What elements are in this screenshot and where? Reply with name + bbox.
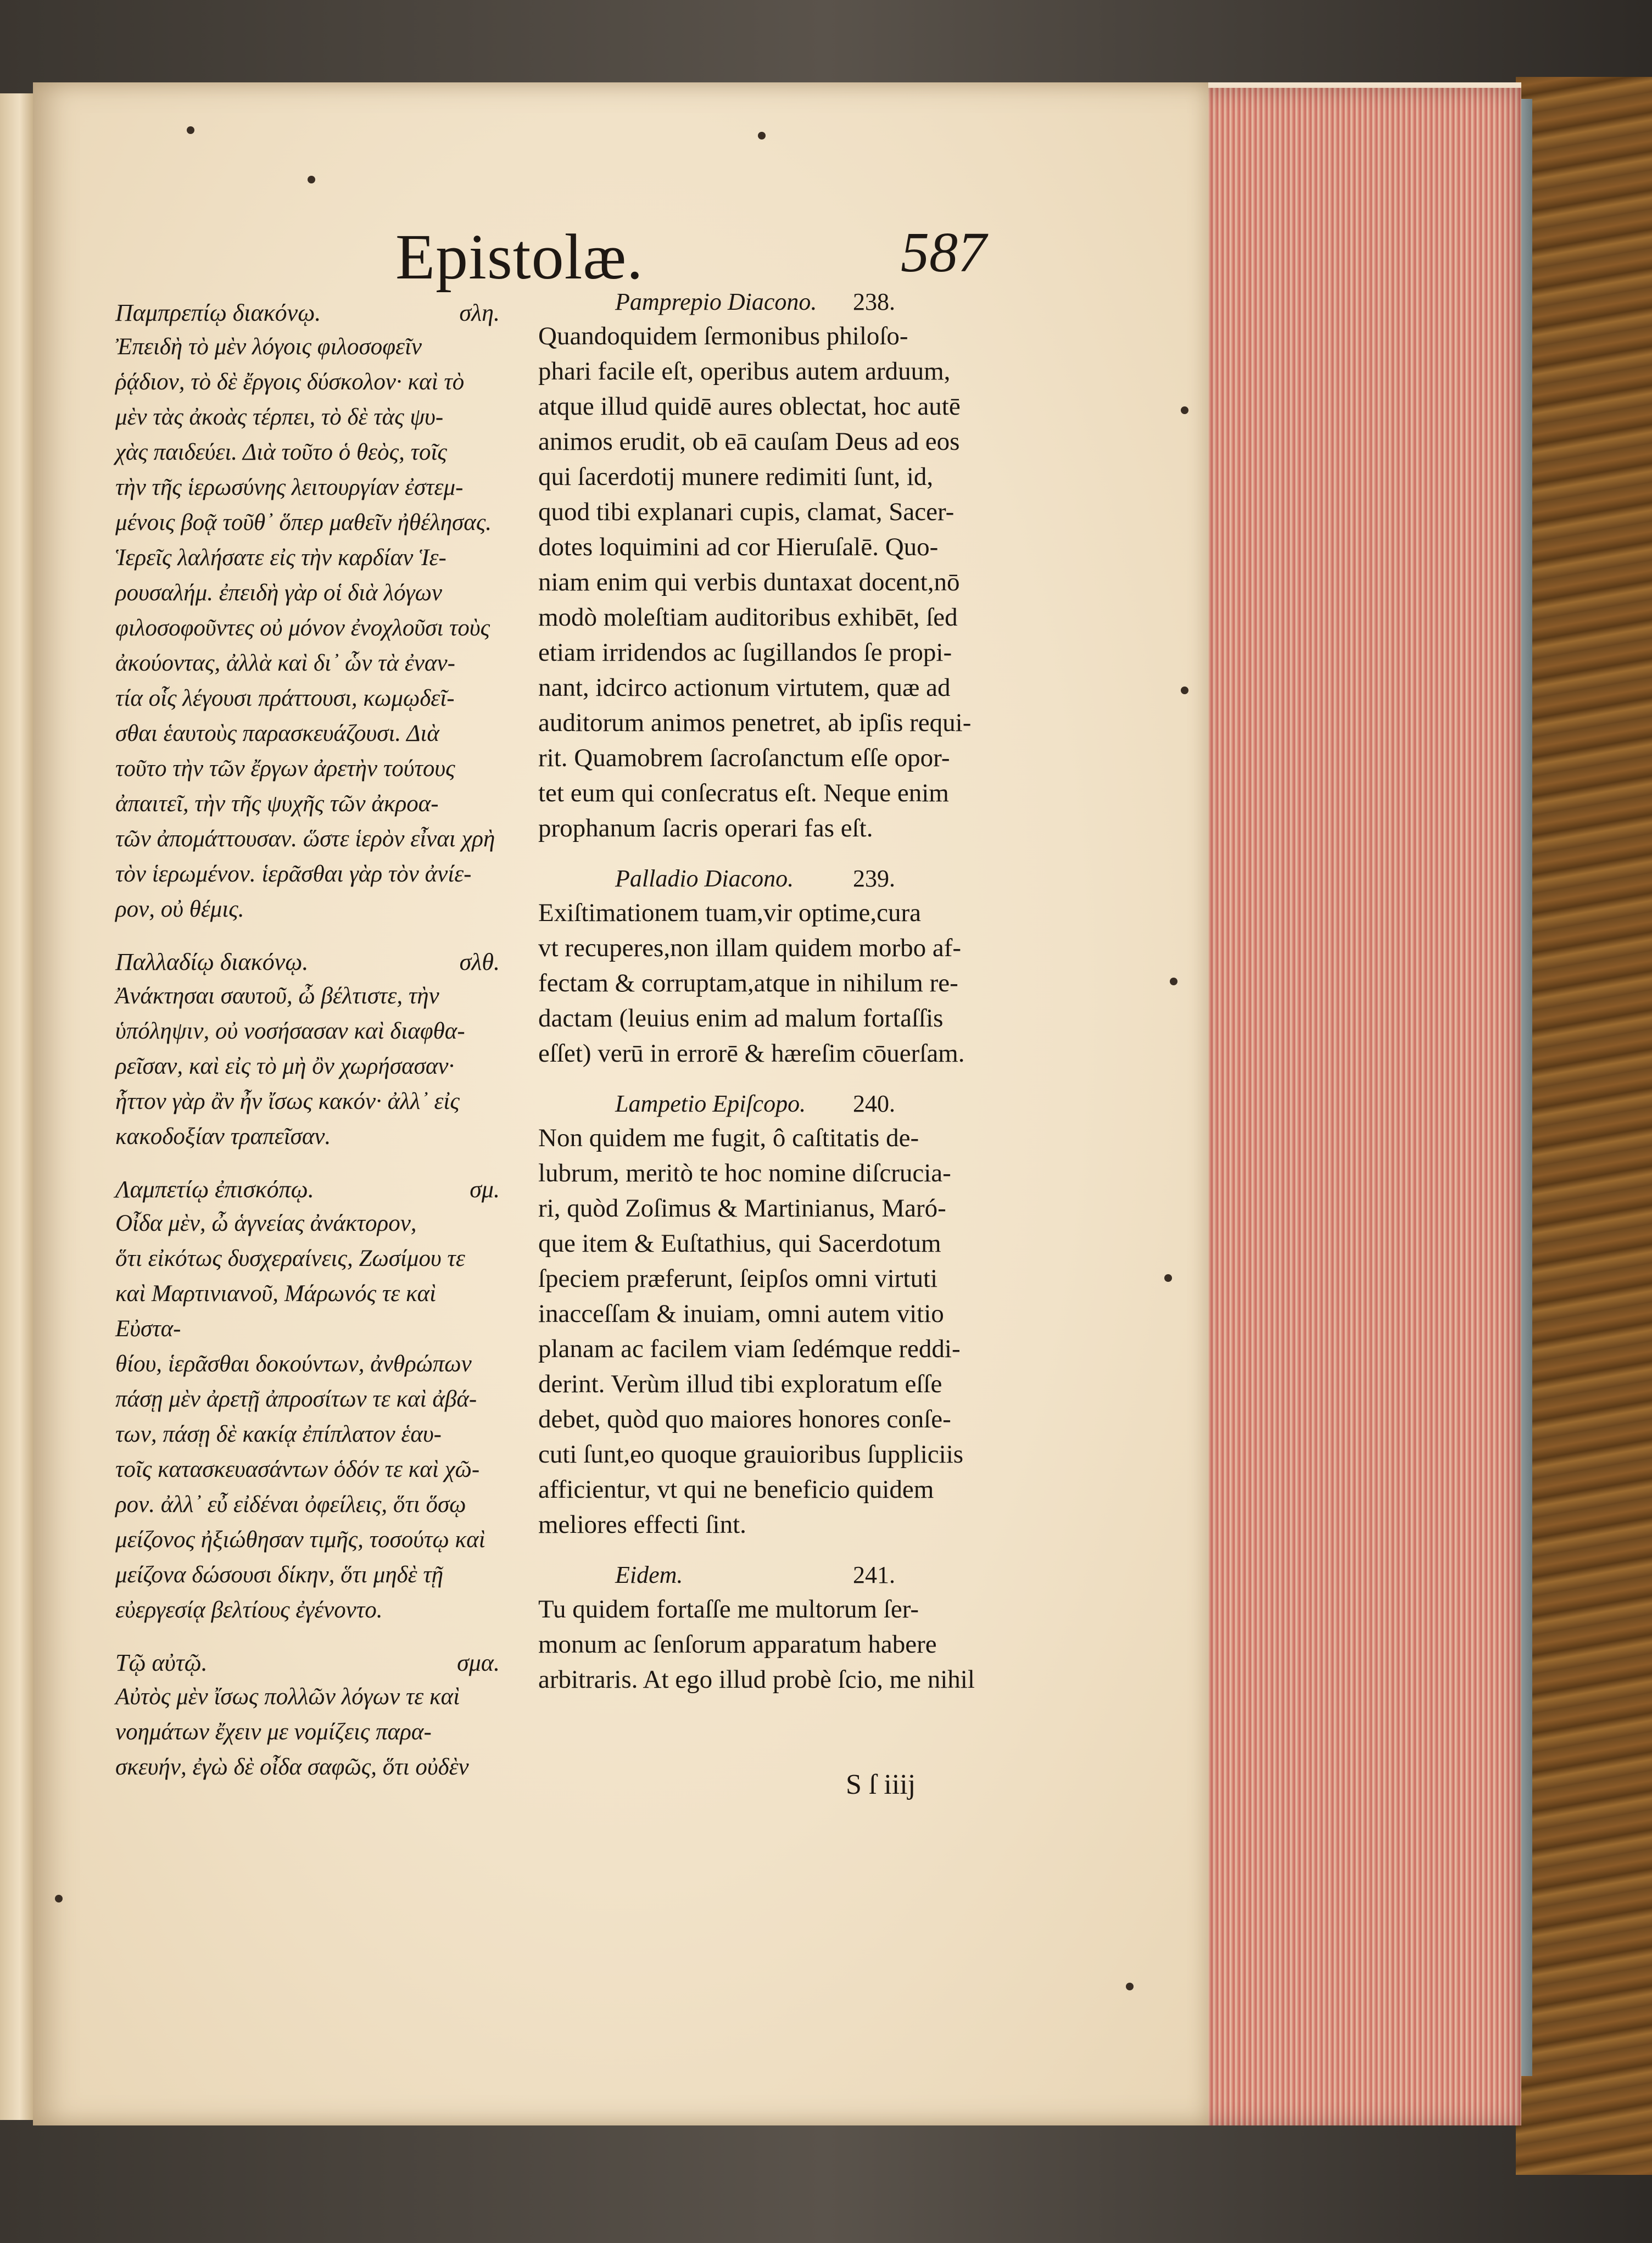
wormhole (55, 1895, 63, 1902)
wormhole (187, 126, 194, 134)
letter-number: σλθ. (459, 948, 500, 975)
letter-number: σμ. (470, 1176, 500, 1203)
letter-text: Ἐπειδὴ τὸ μὲν λόγοις φιλοσοφεῖν ῥᾴδιον, τὸ δὲ ἔργοις δύσκολον· καὶ τὸ μὲν τὰς ἀκοὰς τέρπει, τὸ δὲ τὰς ψυ- χὰς παιδεύει. Διὰ τοῦτο ὁ θεὸς, τοῖς τὴν τῆς ἱερωσύνης λειτουργίαν ἐστεμ- μένοις βοᾷ τοῦθ᾽ ὅπερ μαθεῖν ἠθέλησας. Ἱερεῖς λαλήσατε εἰς τὴν καρδίαν Ἱε- ρουσαλήμ. ἐπειδὴ γὰρ οἱ διὰ λόγων φιλοσοφοῦντες οὐ μόνον ἐνοχλοῦσι τοὺς ἀκούοντας, ἀλλὰ καὶ δι᾽ ὧν τὰ ἐναν- τία οἷς λέγουσι πράττουσι, κωμῳδεῖ- σθαι ἑαυτοὺς παρασκευάζουσι. Διὰ τοῦτο τὴν τῶν ἔργων ἀρετὴν τούτους ἀπαιτεῖ, τὴν τῆς ψυχῆς τῶν ἀκροα- τῶν ἀπομάττουσαν. ὥστε ἱερὸν εἶναι χρὴ τὸν ἱερωμένον. ἱερᾶσθαι γὰρ τὸν ἀνίε- ρον, οὐ θέμις. (115, 334, 495, 922)
letter-recipient: Pamprepio Diacono. (615, 288, 817, 315)
letter-recipient: Τῷ αὐτῷ. (115, 1649, 208, 1676)
letter-text: Non quidem me fugit, ô caſtitatis de- lubrum, meritò te hoc nomine diſcrucia- ri, quòd Zoſimus & Martinianus, Maró- que item & Euſtathius, qui Sacerdotum ſpeciem præferunt, ſeipſos omni virtuti inacceſſam & inuiam, omni autem vitio planam ac facilem viam ſedémque reddi- derint. Verùm illud tibi exploratum eſſe debet, quòd quo maiores honores conſe- cuti ſunt,eo quoque grauioribus ſuppliciis afficientur, vt qui ne beneficio quidem meliores effecti ſint. (538, 1124, 964, 1539)
letter-number: 240. (853, 1090, 895, 1117)
greek-column (115, 297, 500, 1785)
wormhole (1170, 978, 1177, 985)
letter-block (115, 946, 500, 1154)
letter-text: Ἀνάκτησαι σαυτοῦ, ὦ βέλτιστε, τὴν ὑπόληψιν, οὐ νοσήσασαν καὶ διαφθα- ρεῖσαν, καὶ εἰς τὸ μὴ ὂν χωρήσασαν· ἧττον γὰρ ἂν ἦν ἴσως κακόν· ἀλλ᾽ εἰς κακοδοξίαν τραπεῖσαν. (115, 983, 465, 1150)
letter-heading (538, 1087, 994, 1120)
wormhole (1126, 1983, 1134, 1990)
letter-recipient: Λαμπετίῳ ἐπισκόπῳ. (115, 1176, 314, 1203)
letter-number: σλη. (459, 299, 500, 326)
letter-recipient: Παλλαδίῳ διακόνῳ. (115, 948, 309, 975)
letter-text: Οἶδα μὲν, ὦ ἁγνείας ἀνάκτορον, ὅτι εἰκότως δυσχεραίνεις, Ζωσίμου τε καὶ Μαρτινιανοῦ, Μάρωνός τε καὶ Εὐστα- θίου, ἱερᾶσθαι δοκούντων, ἀνθρώπων πάσῃ μὲν ἀρετῇ ἀπροσίτων τε καὶ ἀβά- των, πάσῃ δὲ κακίᾳ ἐπίπλατον ἑαυ- τοῖς κατασκευασάντων ὁδόν τε καὶ χῶ- ρον. ἀλλ᾽ εὖ εἰδέναι ὀφείλεις, ὅτι ὅσῳ μείζονος ἠξιώθησαν τιμῆς, τοσούτῳ καὶ μείζονα δώσουσι δίκην, ὅτι μηδὲ τῇ εὐεργεσίᾳ βελτίους ἐγένοντο. (115, 1210, 485, 1623)
letter-recipient: Lampetio Epiſcopo. (615, 1090, 806, 1117)
letter-heading (538, 286, 994, 319)
letter-text: Αὐτὸς μὲν ἴσως πολλῶν λόγων τε καὶ νοημάτων ἔχειν με νομίζεις παρα- σκευήν, ἐγὼ δὲ οἶδα σαφῶς, ὅτι οὐδὲν (115, 1684, 469, 1780)
signature-mark: S ſ iiij (846, 1769, 916, 1800)
letter-heading (538, 862, 994, 895)
letter-block (115, 297, 500, 927)
letter-number: σμα. (457, 1649, 500, 1676)
letter-text: Quandoquidem ſermonibus philoſo- phari facile eſt, operibus autem arduum, atque illud quidē aures oblectat, hoc autē animos erudit, ob eā cauſam Deus ad eos qui ſacerdotij munere redimiti ſunt, id, quod tibi explanari cupis, clamat, Sacer- dotes loquimini ad cor Hieruſalē. Quo- niam enim qui verbis duntaxat docent,nō modò moleſtiam auditoribus exhibēt, ſed etiam irridendos ac ſugillandos ſe propi- nant, idcirco actionum virtutem, quæ ad auditorum animos penetret, ab ipſis requi- rit. Quamobrem ſacroſanctum eſſe opor- tet eum qui conſecratus eſt. Neque enim prophanum ſacris operari fas eſt. (538, 322, 972, 842)
running-title: Epistolæ. (395, 221, 644, 293)
letter-recipient: Eidem. (615, 1561, 683, 1588)
letter-block (538, 1559, 994, 1697)
latin-column (538, 286, 994, 1697)
letter-block (538, 286, 994, 846)
book-cover (1516, 77, 1652, 2175)
letter-number: 238. (853, 288, 895, 315)
letter-text: Exiſtimationem tuam,vir optime,cura vt recuperes,non illam quidem morbo af- fectam & corruptam,atque in nihilum re- dactam (leuius enim ad malum fortaſſis eſſet) verū in errorē & hæreſim cōuerſam. (538, 899, 965, 1068)
letter-block (538, 862, 994, 1071)
page-block-fore-edge (1197, 88, 1521, 2125)
letter-number: 239. (853, 865, 895, 892)
wormhole (308, 176, 315, 183)
letter-heading (115, 946, 500, 979)
letter-heading (115, 297, 500, 330)
letter-heading (115, 1173, 500, 1206)
wormhole (758, 132, 766, 140)
letter-recipient: Palladio Diacono. (615, 865, 794, 892)
wormhole (1164, 1274, 1172, 1282)
facing-page-edge (0, 93, 33, 2120)
letter-block (115, 1173, 500, 1628)
letter-number: 241. (853, 1561, 895, 1588)
letter-text: Tu quidem fortaſſe me multorum ſer- monum ac ſenſorum apparatum habere arbitraris. At ego illud probè ſcio, me nihil (538, 1595, 975, 1694)
wormhole (1181, 406, 1188, 414)
letter-block (538, 1087, 994, 1542)
letter-heading (538, 1559, 994, 1592)
letter-block (115, 1647, 500, 1785)
wormhole (1181, 687, 1188, 694)
page-number: 587 (901, 221, 986, 284)
letter-recipient: Παμπρεπίῳ διακόνῳ. (115, 299, 321, 326)
letter-heading (115, 1647, 500, 1680)
